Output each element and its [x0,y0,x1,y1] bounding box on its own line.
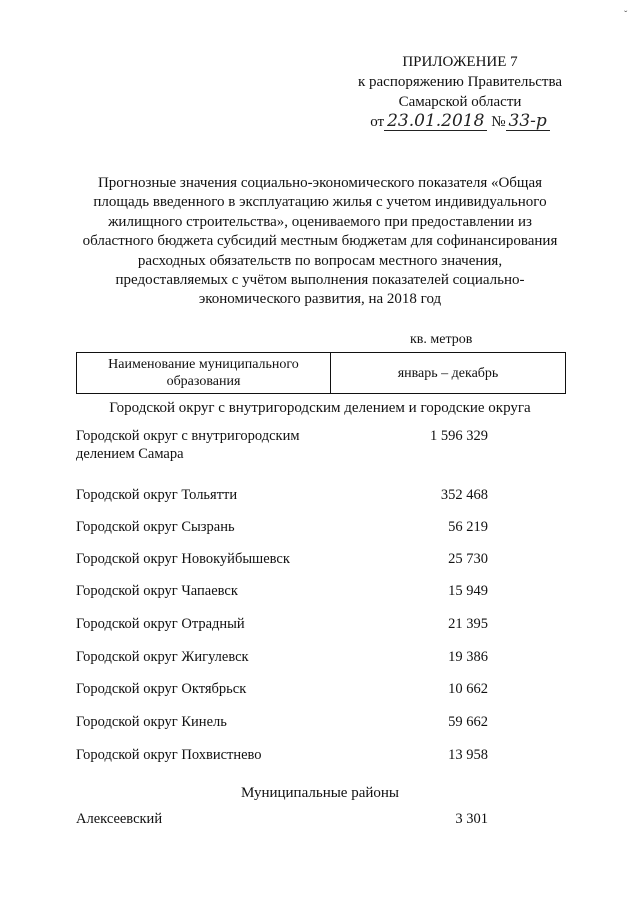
column-header-name: Наименование муниципального образования [77,353,331,393]
section-title: Городской округ с внутригородским делением и городские округа [109,400,531,416]
document-title: Прогнозные значения социально-экономического показателя «Общая площадь введенного в эксплуатацию жилья с учетом индивидуального жилищного строительства», оцениваемого при предоставлении из областного бюджета субсидий местным бюджетам для софинансирования расходных обязательств по вопросам местного значения, предоставляемых с учётом выполнения показателей социально-экономического развития, на 2018 год [82,175,558,308]
appendix-header [340,52,580,132]
unit-label: кв. метров [410,332,473,347]
row-value: 10 662 [448,681,488,697]
section-title: Муниципальные районы [240,785,400,801]
handwritten-number: 33-р [506,112,550,131]
corner-mark: ˇ [624,10,628,21]
row-name: Городской округ Похвистнево [76,747,262,763]
row-value: 1 596 329 [430,428,488,444]
row-name: Городской округ с внутригородским делением Самара [76,428,300,462]
handwritten-date: 23.01.2018 [384,112,487,131]
row-name: Алексеевский [76,811,163,827]
appendix-line-1: к распоряжению Правительства [357,74,562,90]
row-name: Городской округ Жигулевск [76,649,249,665]
table-header [76,352,566,394]
column-header-period: январь – декабрь [397,365,499,381]
row-value: 3 301 [455,811,488,827]
row-value: 13 958 [448,747,488,763]
number-prefix: № [491,114,506,130]
date-prefix: от [370,114,385,130]
row-value: 19 386 [448,649,488,665]
appendix-title: ПРИЛОЖЕНИЕ 7 [402,54,518,70]
row-name: Городской округ Кинель [76,714,227,730]
row-value: 25 730 [448,551,488,567]
row-name: Городской округ Сызрань [76,519,235,535]
row-value: 21 395 [448,616,488,632]
row-name: Городской округ Отрадный [76,616,245,632]
row-value: 59 662 [448,714,488,730]
row-name: Городской округ Тольятти [76,487,238,503]
appendix-line-2: Самарской области [398,94,522,110]
appendix-date-line [370,112,550,132]
row-value: 15 949 [448,583,488,599]
row-name: Городской округ Чапаевск [76,583,238,599]
row-value: 56 219 [448,519,488,535]
row-name: Городской округ Новокуйбышевск [76,551,290,567]
row-name: Городской округ Октябрьск [76,681,247,697]
row-value: 352 468 [440,487,488,503]
